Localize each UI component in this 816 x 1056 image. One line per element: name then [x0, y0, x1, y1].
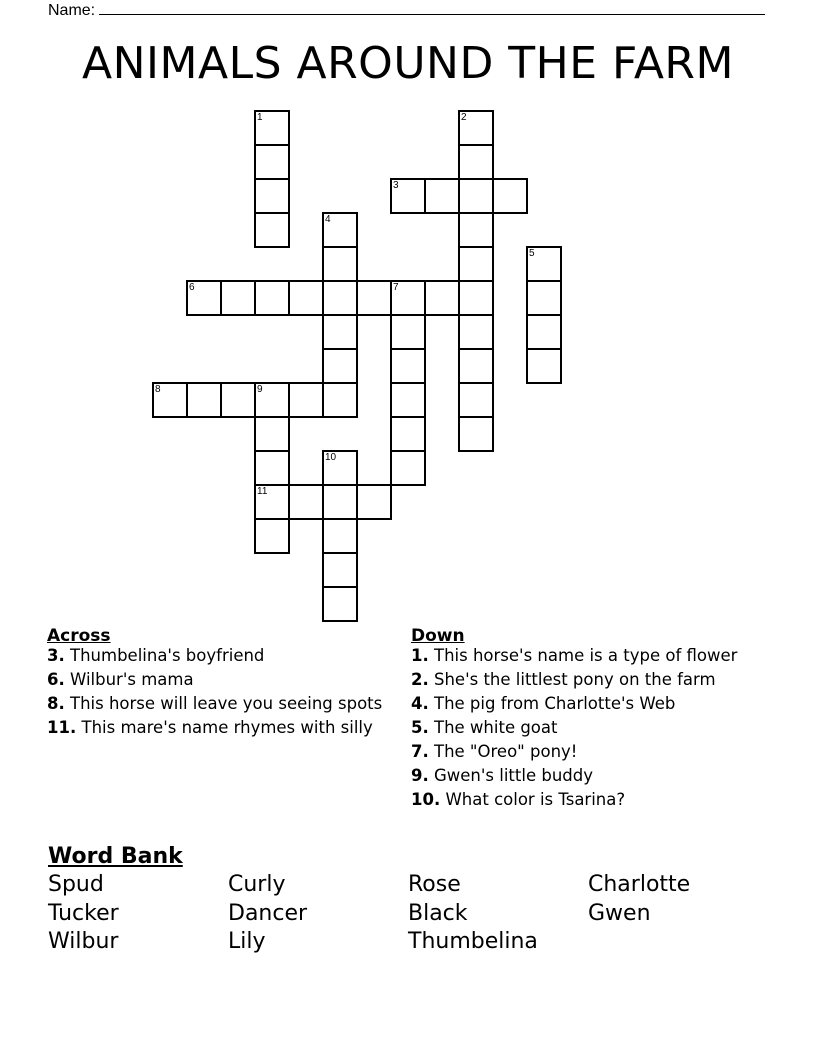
grid-cell[interactable] [254, 450, 290, 486]
grid-cell[interactable] [322, 586, 358, 622]
grid-cell[interactable] [356, 484, 392, 520]
clue-number: 4 [325, 214, 331, 225]
down-clues [411, 628, 756, 815]
name-label: Name: [48, 2, 96, 19]
clue-number: 7 [393, 282, 399, 293]
clue-text: This mare's name rhymes with silly [81, 718, 373, 737]
clue-num: 6. [47, 670, 65, 689]
grid-cell[interactable] [458, 416, 494, 452]
clue-num: 5. [411, 718, 429, 737]
across-clue [47, 671, 397, 688]
grid-cell[interactable] [390, 280, 426, 316]
grid-cell[interactable] [152, 382, 188, 418]
clue-text: This horse will leave you seeing spots [70, 694, 383, 713]
grid-cell[interactable] [458, 348, 494, 384]
grid-cell[interactable] [186, 280, 222, 316]
down-heading: Down [411, 626, 465, 646]
down-clue [411, 767, 756, 784]
grid-cell[interactable] [322, 382, 358, 418]
clue-number: 1 [257, 112, 263, 123]
grid-cell[interactable] [526, 348, 562, 384]
clue-num: 10. [411, 790, 441, 809]
grid-cell[interactable] [254, 212, 290, 248]
grid-cell[interactable] [288, 280, 324, 316]
clue-text: The white goat [434, 718, 558, 737]
across-clue [47, 647, 397, 664]
grid-cell[interactable] [186, 382, 222, 418]
clue-num: 3. [47, 646, 65, 665]
grid-cell[interactable] [220, 382, 256, 418]
grid-cell[interactable] [458, 212, 494, 248]
grid-cell[interactable] [424, 280, 460, 316]
grid-cell[interactable] [288, 484, 324, 520]
clue-number: 2 [461, 112, 467, 123]
grid-cell[interactable] [458, 382, 494, 418]
grid-cell[interactable] [458, 144, 494, 180]
clue-num: 11. [47, 718, 77, 737]
grid-cell[interactable] [254, 280, 290, 316]
clue-num: 7. [411, 742, 429, 761]
down-clue [411, 695, 756, 712]
grid-cell[interactable] [390, 382, 426, 418]
grid-cell[interactable] [322, 246, 358, 282]
clue-text: Gwen's little buddy [434, 766, 593, 785]
word-bank-item: Gwen [588, 900, 651, 926]
grid-cell[interactable] [390, 450, 426, 486]
grid-cell[interactable] [322, 280, 358, 316]
clue-number: 5 [529, 248, 535, 259]
word-bank-item: Rose [408, 872, 461, 897]
name-field[interactable] [48, 0, 765, 20]
grid-cell[interactable] [322, 314, 358, 350]
grid-cell[interactable] [424, 178, 460, 214]
grid-cell[interactable] [322, 212, 358, 248]
grid-cell[interactable] [458, 280, 494, 316]
grid-cell[interactable] [254, 144, 290, 180]
clue-number: 8 [155, 384, 161, 395]
grid-cell[interactable] [356, 280, 392, 316]
grid-cell[interactable] [492, 178, 528, 214]
grid-cell[interactable] [526, 246, 562, 282]
clue-text: What color is Tsarina? [445, 790, 626, 809]
clue-text: Thumbelina's boyfriend [70, 646, 265, 665]
grid-cell[interactable] [322, 484, 358, 520]
grid-cell[interactable] [390, 416, 426, 452]
grid-cell[interactable] [254, 484, 290, 520]
down-clue [411, 647, 756, 664]
grid-cell[interactable] [458, 178, 494, 214]
grid-cell[interactable] [458, 314, 494, 350]
word-bank-item: Dancer [228, 900, 308, 926]
clue-number: 11 [257, 486, 268, 497]
word-bank-item: Lily [228, 929, 266, 954]
clue-num: 4. [411, 694, 429, 713]
across-clue [47, 719, 397, 736]
clue-num: 8. [47, 694, 65, 713]
clue-num: 1. [411, 646, 429, 665]
word-bank-item: Tucker [48, 900, 119, 926]
clue-number: 6 [189, 282, 195, 293]
across-heading: Across [47, 626, 111, 646]
name-line[interactable] [99, 0, 765, 15]
grid-cell[interactable] [526, 314, 562, 350]
grid-cell[interactable] [254, 416, 290, 452]
grid-cell[interactable] [322, 450, 358, 486]
grid-cell[interactable] [220, 280, 256, 316]
clue-num: 9. [411, 766, 429, 785]
grid-cell[interactable] [390, 348, 426, 384]
word-bank-item: Wilbur [48, 929, 119, 954]
word-bank-item: Charlotte [588, 872, 691, 897]
grid-cell[interactable] [458, 246, 494, 282]
down-clue [411, 671, 756, 688]
clue-number: 9 [257, 384, 263, 395]
grid-cell[interactable] [254, 382, 290, 418]
clue-text: The pig from Charlotte's Web [434, 694, 676, 713]
grid-cell[interactable] [390, 178, 426, 214]
grid-cell[interactable] [322, 348, 358, 384]
grid-cell[interactable] [458, 110, 494, 146]
across-clues [47, 628, 397, 743]
word-bank-item: Thumbelina [408, 929, 538, 954]
clue-num: 2. [411, 670, 429, 689]
word-bank-item: Black [408, 900, 468, 926]
grid-cell[interactable] [322, 552, 358, 588]
grid-cell[interactable] [254, 110, 290, 146]
down-clue [411, 791, 756, 808]
clue-text: She's the littlest pony on the farm [434, 670, 716, 689]
word-bank-heading: Word Bank [48, 844, 183, 869]
grid-cell[interactable] [526, 280, 562, 316]
clue-number: 10 [325, 452, 337, 463]
grid-cell[interactable] [254, 178, 290, 214]
down-clue [411, 719, 756, 736]
clue-text: This horse's name is a type of flower [434, 646, 738, 665]
down-clue [411, 743, 756, 760]
grid-cell[interactable] [322, 518, 358, 554]
grid-cell[interactable] [390, 314, 426, 350]
grid-cell[interactable] [254, 518, 290, 554]
clue-text: Wilbur's mama [70, 670, 194, 689]
grid-cell[interactable] [288, 382, 324, 418]
word-bank-item: Spud [48, 872, 104, 897]
page-title: ANIMALS AROUND THE FARM [82, 38, 734, 89]
across-clue [47, 695, 397, 712]
word-bank-item: Curly [228, 872, 286, 897]
clue-number: 3 [393, 180, 399, 191]
clue-text: The "Oreo" pony! [434, 742, 578, 761]
